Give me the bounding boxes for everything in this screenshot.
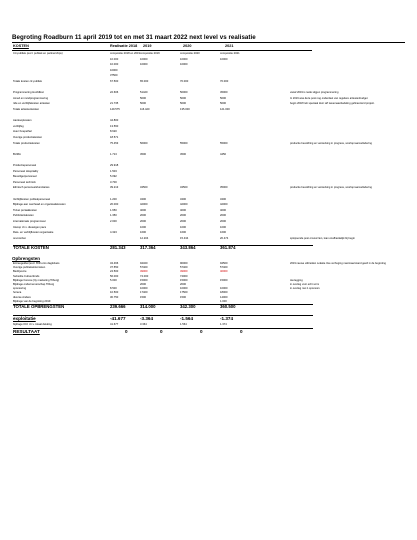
row-2020: 17500 [180,291,188,295]
row-note: in overleg voor echt vorm [290,283,320,286]
table-row [0,198,417,202]
row-2019: 65.000 [140,80,149,83]
row-2020: 10000 [180,287,188,291]
table-row [0,186,417,190]
row-note: productie bevoldring en versterking in progress, voorlopi aanvullsdering [290,141,372,145]
row-2021: 57400 [220,266,228,270]
row-label: diverse Andere [13,295,31,299]
row-realisatie: 5.000 [110,278,117,282]
row-note: begin 2018 heb speciaal door H/I tweemaanbedeling gefinancierd project. [290,102,375,106]
totaal-opbrengsten-row [0,304,417,310]
row-label: Bijdrage ondernemerschap Tilburg [13,283,55,286]
row-realisatie: 13.560 [110,124,119,128]
table-row [0,192,417,196]
row-label: Publiciteitskosten [13,214,34,218]
row-2020: 90000 [180,262,188,265]
row-realisatie: 67.500 [110,80,119,83]
table-row [0,97,417,101]
row-realisatie: 37500 [110,74,118,78]
totaal-opbrengsten-2021: 360.500 [220,304,236,309]
row-label: onvoorzien [13,236,27,240]
table-row [0,74,417,78]
row-2021: 2000 [220,220,226,223]
row-2021: 20.474 [220,236,229,240]
row-2019: 1000 [140,225,146,229]
row-2021: 18000 [220,291,228,295]
row-label: Bedrijven/e [13,270,27,274]
opbrengsten-heading: Opbrengsten [12,256,41,261]
row-2020: 3400 [180,197,186,201]
row-2020: 2000 [180,283,186,286]
row-2021: 10000 [220,287,228,291]
row-2020: 34500 [180,186,188,190]
row-2019: 10000 [140,57,148,61]
row-2020: 74000 [180,274,188,278]
row-label: Subsidie Cultuurfonds [13,274,40,278]
row-2021: 1600 [220,231,226,235]
row-label: BUMA [13,152,21,156]
row-realisatie: 4.323 [110,231,117,235]
bijdrage-2020: 1.564 [180,323,187,326]
row-2021: 94500 [220,262,228,265]
bijdrage-realisatie: 41.677 [110,323,119,326]
row-label: Totale productiekosten [13,141,40,145]
bijdrage-2019: 3.364 [140,323,147,326]
exploitatie-2020: -1.564 [180,316,194,321]
table-row [0,158,417,162]
row-realisatie: 37.550 [110,266,119,270]
row-label: Ethnisch personeelsfunctiaries [13,186,50,190]
row-2020: 15.434 [180,236,189,240]
row-2019: 57400 [140,266,148,270]
row-realisatie: 8.620 [110,130,117,134]
resultaat-label: RESULTAAT [13,329,40,334]
row-label: Ctr-publiek (excl. publiek en partnerships) [13,52,63,55]
row-realisatie: 22.606 [110,91,119,95]
row-2019: 10000 [140,287,148,291]
table-row [0,164,417,168]
row-label: Programmering Hoofdfest [13,91,44,95]
row-2020: 5000 [180,96,186,100]
row-2019: 116.420 [140,108,150,111]
row-2019: 17400 [140,291,148,295]
row-2021: 35000 [220,186,228,190]
row-realisatie: 30.750 [110,295,119,299]
row-2019: 10000 [140,63,148,67]
totaal-kosten-realisatie: 281.343 [110,245,126,250]
row-2019: 2000 [140,283,146,286]
header-2021: 2021 [225,44,234,48]
row-2019: 1500 [140,295,146,299]
row-realisatie: 1.713 [110,152,117,156]
header-2019: 2019 [143,44,152,48]
row-2020: 50000 [180,91,188,95]
row-label: Totale kosten ctr-publiek [13,80,42,83]
resultaat-2020: 0 [200,329,203,334]
row-label: internationale programmeur [13,220,47,223]
row-2020: 57400 [180,266,188,270]
row-realisatie: 10.500 [110,291,119,295]
row-label: ride en verblijfskosten artiesten [13,102,51,106]
table-row [0,226,417,230]
row-2021: 5000 [220,96,226,100]
row-2019: 74.000 [140,274,149,278]
totaal-opbrengsten-label: TOTALE OPBRENGSTEN [13,304,65,309]
row-2020: 15000 [180,278,188,282]
bijdrage-row [0,323,417,327]
row-2019: 49000 [140,270,148,274]
row-realisatie: 24.500 [110,270,119,274]
row-2021: 15000 [220,278,228,282]
table-row [0,69,417,73]
row-2020: 4000 [180,208,186,212]
row-2020: 10000 [180,57,188,61]
row-realisatie: 18.571 [110,136,119,139]
exploitatie-2019: -3.364 [140,316,154,321]
row-label: horeca [13,291,22,295]
resultaat-rule [13,328,313,329]
bijdrage-label: bijdrage OCI t.b.v. totaal dekking [13,323,52,326]
row-2020: 2000 [180,214,186,218]
table-row [0,237,417,241]
table-row [0,203,417,207]
row-2020: 5000 [180,102,186,106]
row-2019: 4000 [140,208,146,212]
row-2019: 51420 [140,91,148,95]
row-label: Beveiligerpersoneel [13,175,37,179]
row-label: Entreegelden(excl. BIR en/o dagtickets [13,262,60,265]
row-label: Personeel technick [13,180,36,184]
table-row [0,63,417,67]
table-row [0,125,417,129]
row-2019: 3400 [140,197,146,201]
row-realisatie: 2.000 [110,220,117,223]
row-label: Bijdrage van de begroting 2019 [13,299,51,303]
row-note: toezegging [290,278,303,282]
row-2019: 34500 [140,186,148,190]
row-realisatie: 1.350 [110,214,117,218]
table-row [0,170,417,174]
row-label: Verblijfkosten publiekpersoneel [13,197,51,201]
resultaat-2021: 0 [240,329,243,334]
row-2021: 70.000 [220,80,229,83]
table-row [0,114,417,118]
totaal-kosten-2020: 343.864 [180,245,196,250]
exploitatie-label: exploitatie [13,316,36,321]
table-row [0,86,417,90]
header-rule [12,50,312,51]
table-row [0,175,417,179]
row-2019: 42000 [140,203,148,207]
row-realisatie: 34.466 [110,262,119,265]
table-row [0,147,417,151]
table-row [0,142,417,146]
row-note: productie bevoldring en versterking in progress, voorlopi aanvullsdering [290,186,372,190]
row-realisatie: 8.500 [110,287,117,291]
row-2021: 121.000 [220,108,230,111]
totaal-kosten-label: TOTALE KOSTEN [13,245,49,250]
row-2021: 2000 [220,214,226,218]
row-realisatie: 20.000 [110,203,119,207]
table-row [0,108,417,112]
table-row [0,52,417,56]
row-2021: 1000 [220,225,226,229]
totaal-opbrengsten-2020: 342.300 [180,304,196,309]
row-realisatie: 21.735 [110,102,119,106]
row-realisatie: 10.000 [110,63,119,67]
row-realisatie: 56.000 [110,274,119,278]
totaal-kosten-2019: 317.364 [140,245,156,250]
row-2019: compositie 2019 [140,52,160,55]
row-label: Bijdrage horeca (zty marketing Tilburg) [13,278,60,282]
row-2021: 4450 [220,152,226,156]
table-row [0,136,417,140]
row-2021: 55000 [220,141,228,145]
row-2019: 56000 [140,141,148,145]
row-label: Overige productiekosten [13,136,43,139]
row-2021: 42000 [220,203,228,207]
row-note: 2019 nauwe uitbreiden Lokatie Vee verhoging maximaal stand geeft in de begroting [290,262,386,265]
row-realisatie: compositie 2018 en 2019 [110,52,141,55]
bijdrage-2021: 1.374 [220,323,227,326]
row-realisatie: 1.503 [110,169,117,173]
row-label: Overige publieksinkomsten [13,266,46,270]
row-2021: 45000 [220,91,228,95]
row-realisatie: 39.213 [110,186,119,190]
row-2020: 42000 [180,203,188,207]
row-2020: 49000 [180,270,188,274]
row-2019: 2000 [140,220,146,223]
row-realisatie: 1.200 [110,197,117,201]
row-label: Huur Koepelhal [13,130,32,134]
row-2019: 15000 [140,278,148,282]
row-label: sponsoring [13,287,27,291]
table-row [0,209,417,213]
row-realisatie: 3.700 [110,180,117,184]
row-2019: 4500 [140,152,146,156]
row-2020: 1600 [180,231,186,235]
row-2019: 12.204 [140,236,149,240]
row-realisatie: 75.453 [110,141,119,145]
totaal-opbrengsten-realisatie: 239.666 [110,304,126,309]
row-2021: 40000 [220,270,228,274]
row-2021: compositie 2021 [220,52,240,55]
row-realisatie: 10000 [110,68,118,72]
row-2021: 3400 [220,197,226,201]
row-2021: 5000 [220,102,226,106]
row-realisatie: 5.092 [110,175,117,179]
table-row [0,91,417,95]
totaal-kosten-2021: 361.874 [220,245,236,250]
table-row [0,220,417,224]
row-2020: 135.000 [180,108,190,111]
header-realisatie: Realisatie 2018 [110,44,138,48]
row-label: Personeel Hospitality [13,169,39,173]
row-2020: 10000 [180,63,188,67]
row-realisatie: 1.650 [110,208,117,212]
table-row [0,102,417,106]
table-row [0,58,417,62]
exploitatie-realisatie: -41.677 [110,316,126,321]
row-label: verblijfsg [13,124,24,128]
row-realisatie: 10.000 [110,57,119,61]
row-label: Aankoopkosten [13,119,32,123]
row-2019: 94320 [140,262,148,265]
row-2020: 1500 [180,295,186,299]
row-2019: 2000 [140,214,146,218]
row-realisatie: 149.575 [110,108,120,111]
row-2021: 10000 [220,57,228,61]
row-label: Bijdrage aan overhead en organisatiekosten [13,203,66,207]
row-2021: 1.000 [220,299,227,303]
table-row [0,119,417,123]
row-2021: 4000 [220,208,226,212]
row-2020: 70.000 [180,80,189,83]
table-row [0,231,417,235]
totaal-opbrengsten-2019: 314.000 [140,304,156,309]
exploitatie-rule [13,315,313,316]
page-title: Begroting Roadburn 11 april 2019 tot en met 31 maart 2022 next level vs realisatie [12,34,256,41]
row-realisatie: 29.918 [110,164,119,167]
row-2020: 55000 [180,141,188,145]
row-2019: 5000 [140,102,146,106]
exploitatie-2021: -1.374 [220,316,234,321]
resultaat-2019: 0 [160,329,163,334]
table-row [0,153,417,157]
row-2020: 1000 [180,225,186,229]
totaal-kosten-row [0,245,417,251]
row-note: vanaf 2019 is reële stijgen programmering [290,91,339,95]
row-label: Totale artiestenkosten [13,108,40,111]
row-2021: 14000 [220,295,228,299]
row-realisatie: 44.800 [110,119,119,123]
row-note: In 2019 was deze post nog onderdeel van reguliere artiestenbudget [290,96,368,100]
row-label: Ticket portaalkosten [13,208,37,212]
row-2019: 1600 [140,231,146,235]
table-row [0,130,417,134]
row-note: splopsende post onvoorzien, loan onafhankelijk bij begin [290,236,355,240]
table-row [0,80,417,84]
row-label: Inkoop t.b.v. dieselgen pacs [13,225,47,229]
resultaat-realisatie: 0 [125,329,128,334]
header-2020: 2020 [183,44,192,48]
table-row [0,181,417,185]
row-2019: 5000 [140,96,146,100]
row-label: Amed en randprogrammering [13,96,49,100]
table-row [0,214,417,218]
header-kosten: KOSTEN [13,44,29,48]
row-2020: 2000 [180,220,186,223]
row-label: Productiepersoneel [13,164,37,167]
row-label: Reis- en verblijfkosten organisatie [13,231,54,235]
row-2020: compositie 2020 [180,52,200,55]
row-note: in overleg met 1 sponsors [290,287,320,291]
row-2020: 4500 [180,152,186,156]
